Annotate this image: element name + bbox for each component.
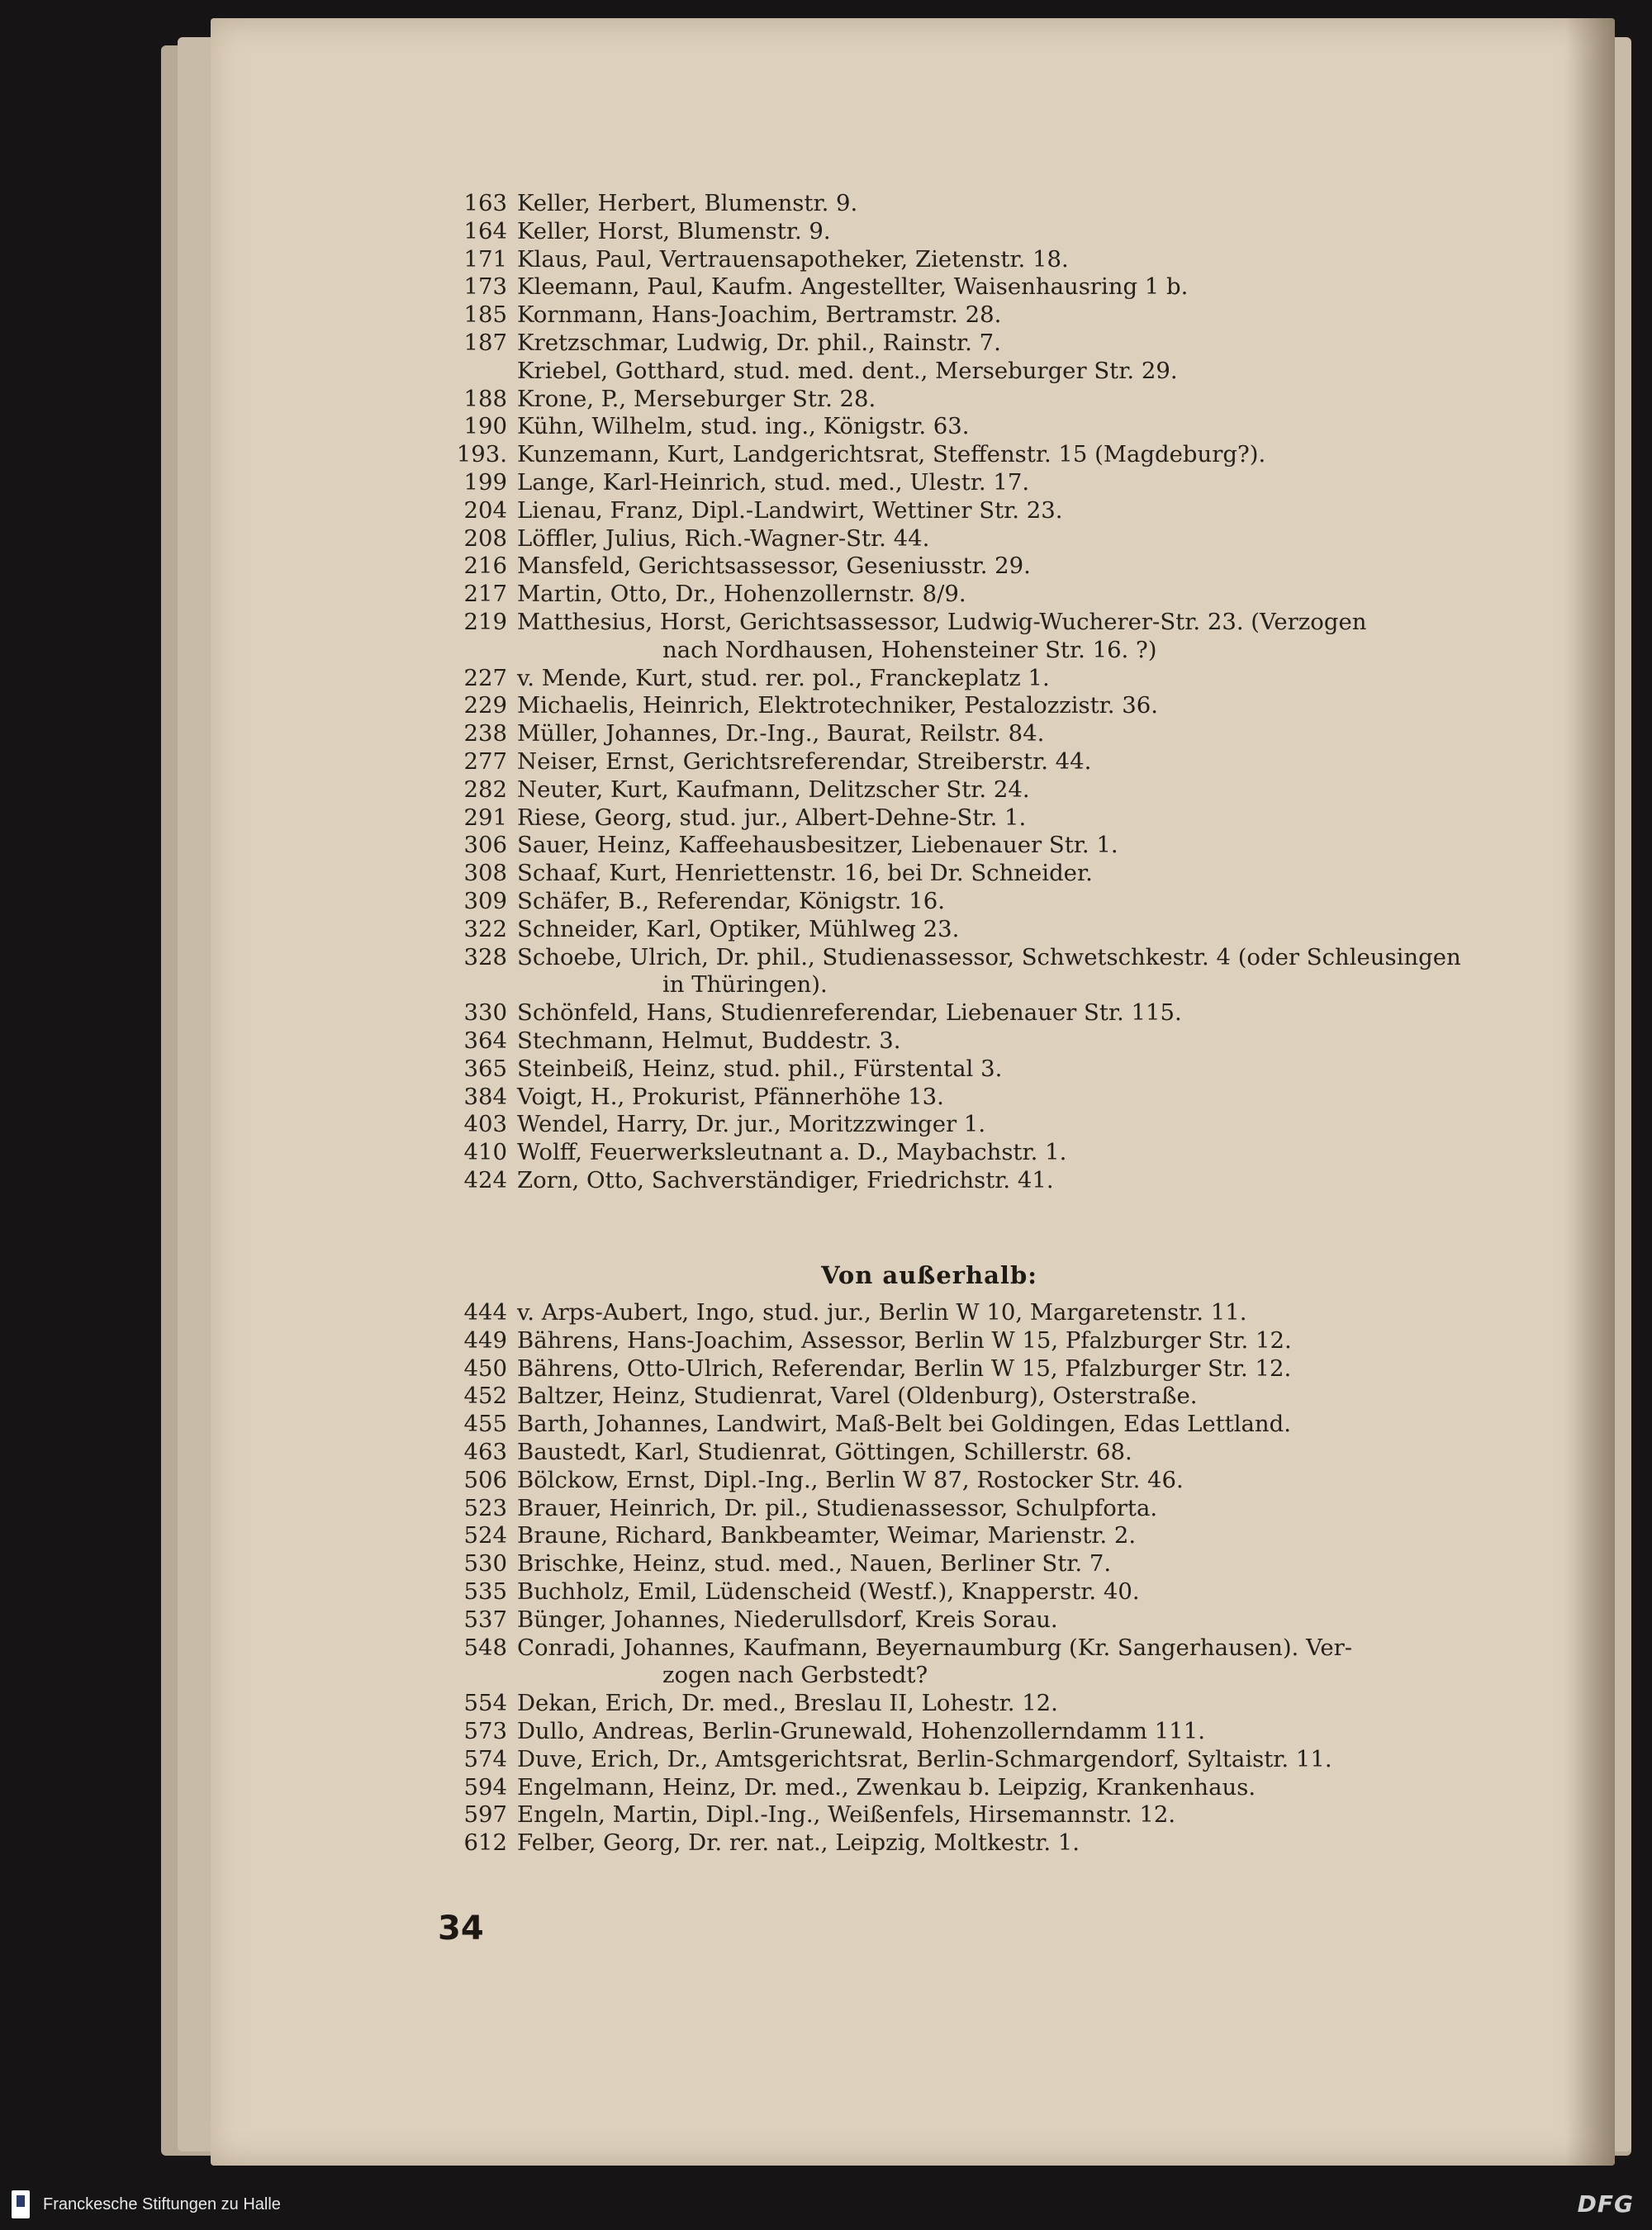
entry-text: Engelmann, Heinz, Dr. med., Zwenkau b. Leipzig, Krankenhaus. bbox=[517, 1773, 1256, 1801]
entry-text: Baustedt, Karl, Studienrat, Göttingen, Schillerstr. 68. bbox=[517, 1438, 1132, 1465]
entry-number: 424 bbox=[463, 1166, 507, 1193]
entry-text: Conradi, Johannes, Kaufmann, Beyernaumburg (Kr. Sangerhausen). Ver- bbox=[517, 1634, 1353, 1661]
entry-number: 208 bbox=[463, 524, 507, 552]
list-item bbox=[446, 1027, 1520, 1056]
entry-text: Kornmann, Hans-Joachim, Bertramstr. 28. bbox=[517, 301, 1002, 329]
entry-text: Schaaf, Kurt, Henriettenstr. 16, bei Dr. Schneider. bbox=[517, 860, 1093, 887]
entry-number: 328 bbox=[463, 943, 507, 970]
entry-number: 216 bbox=[463, 553, 507, 580]
list-item bbox=[446, 1139, 1520, 1167]
list-item bbox=[446, 1299, 1520, 1327]
list-item bbox=[446, 330, 1520, 358]
entry-text: Sauer, Heinz, Kaffeehausbesitzer, Liebenauer Str. 1. bbox=[517, 832, 1118, 859]
entry-number: 330 bbox=[463, 999, 507, 1027]
entry-number: 524 bbox=[463, 1522, 507, 1549]
entry-number: 597 bbox=[463, 1801, 507, 1829]
entry-text: Kleemann, Paul, Kaufm. Angestellter, Waisenhausring 1 b. bbox=[517, 273, 1189, 301]
entry-number: 173 bbox=[463, 273, 507, 301]
list-item bbox=[446, 190, 1520, 218]
outside-members-list bbox=[446, 1299, 1520, 1858]
entry-text: v. Arps-Aubert, Ingo, stud. jur., Berlin W 10, Margaretenstr. 11. bbox=[517, 1299, 1247, 1326]
entry-text: Schäfer, B., Referendar, Königstr. 16. bbox=[517, 887, 945, 914]
list-item bbox=[446, 999, 1520, 1027]
entry-text: Braune, Richard, Bankbeamter, Weimar, Marienstr. 2. bbox=[517, 1522, 1137, 1549]
list-item bbox=[446, 1718, 1520, 1746]
entry-text: Brischke, Heinz, stud. med., Nauen, Berliner Str. 7. bbox=[517, 1550, 1112, 1578]
list-item bbox=[446, 1578, 1520, 1606]
entry-number: 403 bbox=[463, 1111, 507, 1138]
list-item bbox=[446, 1411, 1520, 1439]
entry-text: Duve, Erich, Dr., Amtsgerichtsrat, Berlin-Schmargendorf, Syltaistr. 11. bbox=[517, 1745, 1332, 1772]
entry-number: 450 bbox=[463, 1355, 507, 1382]
entry-text: Martin, Otto, Dr., Hohenzollernstr. 8/9. bbox=[517, 581, 966, 608]
entry-number: 548 bbox=[463, 1634, 507, 1661]
entry-number: 291 bbox=[463, 804, 507, 831]
list-item bbox=[446, 525, 1520, 553]
entry-number: 193. bbox=[456, 441, 507, 468]
entry-text: Steinbeiß, Heinz, stud. phil., Fürstental 3. bbox=[517, 1055, 1003, 1082]
entry-text: Wolff, Feuerwerksleutnant a. D., Maybachstr. 1. bbox=[517, 1139, 1067, 1166]
section-heading-text: Von außerhalb: bbox=[821, 1261, 1037, 1289]
list-item bbox=[446, 1084, 1520, 1112]
entry-number: 199 bbox=[463, 468, 507, 496]
entry-number: 449 bbox=[463, 1326, 507, 1354]
list-item bbox=[446, 1522, 1520, 1550]
entry-number: 523 bbox=[463, 1494, 507, 1521]
entry-text: Neuter, Kurt, Kaufmann, Delitzscher Str. 24. bbox=[517, 776, 1030, 803]
entry-number: 164 bbox=[463, 217, 507, 244]
entry-number: 238 bbox=[463, 720, 507, 747]
entry-number: 308 bbox=[463, 860, 507, 887]
entry-text: Stechmann, Helmut, Buddestr. 3. bbox=[517, 1027, 901, 1054]
list-item bbox=[446, 218, 1520, 246]
entry-number: 187 bbox=[463, 329, 507, 356]
list-item bbox=[446, 1690, 1520, 1718]
entry-number: 530 bbox=[463, 1550, 507, 1578]
entry-text: Dekan, Erich, Dr. med., Breslau II, Lohestr. 12. bbox=[517, 1690, 1058, 1717]
entry-text: Matthesius, Horst, Gerichtsassessor, Ludwig-Wucherer-Str. 23. (Verzogen bbox=[517, 608, 1367, 635]
entry-text: Schönfeld, Hans, Studienreferendar, Liebenauer Str. 115. bbox=[517, 999, 1182, 1027]
list-item bbox=[446, 1056, 1520, 1084]
entry-text: Felber, Georg, Dr. rer. nat., Leipzig, Moltkestr. 1. bbox=[517, 1829, 1080, 1857]
entry-text: Kühn, Wilhelm, stud. ing., Königstr. 63. bbox=[517, 413, 970, 440]
list-item bbox=[446, 1635, 1520, 1663]
entry-continuation: zogen nach Gerbstedt? bbox=[662, 1662, 928, 1689]
entry-text: Schneider, Karl, Optiker, Mühlweg 23. bbox=[517, 915, 960, 942]
list-item bbox=[446, 916, 1520, 944]
entry-text: Kretzschmar, Ludwig, Dr. phil., Rainstr. 7. bbox=[517, 329, 1001, 356]
entry-number: 535 bbox=[463, 1578, 507, 1605]
list-item bbox=[446, 469, 1520, 497]
entry-text: Krone, P., Merseburger Str. 28. bbox=[517, 385, 876, 412]
entry-text: Zorn, Otto, Sachverständiger, Friedrichstr. 41. bbox=[517, 1166, 1054, 1193]
entry-text: Bölckow, Ernst, Dipl.-Ing., Berlin W 87, Rostocker Str. 46. bbox=[517, 1466, 1184, 1493]
list-item bbox=[446, 1746, 1520, 1774]
list-item bbox=[446, 888, 1520, 916]
entry-number: 365 bbox=[463, 1055, 507, 1082]
list-item bbox=[446, 1606, 1520, 1635]
entry-number: 537 bbox=[463, 1606, 507, 1633]
entry-number: 163 bbox=[463, 190, 507, 216]
entry-text: Bährens, Otto-Ulrich, Referendar, Berlin W 15, Pfalzburger Str. 12. bbox=[517, 1355, 1292, 1382]
list-item bbox=[446, 1467, 1520, 1495]
list-item bbox=[446, 553, 1520, 581]
list-item bbox=[446, 581, 1520, 609]
entry-number: 384 bbox=[463, 1083, 507, 1110]
entry-text: Kriebel, Gotthard, stud. med. dent., Merseburger Str. 29. bbox=[517, 357, 1178, 384]
institution-name: Franckesche Stiftungen zu Halle bbox=[43, 2195, 281, 2213]
list-item bbox=[446, 1774, 1520, 1802]
local-members-list bbox=[446, 190, 1520, 1195]
entry-number: 306 bbox=[463, 832, 507, 859]
section-heading-outside bbox=[0, 1261, 1652, 1289]
entry-text: Lienau, Franz, Dipl.-Landwirt, Wettiner Str. 23. bbox=[517, 496, 1063, 524]
dfg-logo: DFG bbox=[1577, 2190, 1634, 2218]
list-item bbox=[446, 860, 1520, 888]
entry-text: Michaelis, Heinrich, Elektrotechniker, Pestalozzistr. 36. bbox=[517, 692, 1159, 719]
entry-text: Schoebe, Ulrich, Dr. phil., Studienassessor, Schwetschkestr. 4 (oder Schleusingen bbox=[517, 943, 1461, 970]
entry-text: Keller, Herbert, Blumenstr. 9. bbox=[517, 190, 858, 216]
page-gutter-shadow bbox=[1565, 18, 1615, 2166]
list-item bbox=[446, 1327, 1520, 1355]
entry-text: Bährens, Hans-Joachim, Assessor, Berlin W 15, Pfalzburger Str. 12. bbox=[517, 1326, 1292, 1354]
list-item bbox=[446, 720, 1520, 748]
entry-text: Buchholz, Emil, Lüdenscheid (Westf.), Knapperstr. 40. bbox=[517, 1578, 1140, 1605]
list-item bbox=[446, 1355, 1520, 1383]
entry-text: Klaus, Paul, Vertrauensapotheker, Zietenstr. 18. bbox=[517, 245, 1069, 273]
entry-continuation: nach Nordhausen, Hohensteiner Str. 16. ?) bbox=[662, 636, 1157, 663]
list-item bbox=[446, 609, 1520, 637]
list-item bbox=[446, 1439, 1520, 1467]
entry-text: Riese, Georg, stud. jur., Albert-Dehne-Str. 1. bbox=[517, 804, 1027, 831]
list-item bbox=[446, 776, 1520, 804]
entry-number: 444 bbox=[463, 1299, 507, 1326]
entry-text: Mansfeld, Gerichtsassessor, Geseniusstr. 29. bbox=[517, 553, 1031, 580]
list-item bbox=[446, 301, 1520, 330]
entry-number: 574 bbox=[463, 1745, 507, 1772]
list-item bbox=[446, 413, 1520, 441]
entry-text: Keller, Horst, Blumenstr. 9. bbox=[517, 217, 831, 244]
entry-text: Brauer, Heinrich, Dr. pil., Studienassessor, Schulpforta. bbox=[517, 1494, 1158, 1521]
entry-text: Wendel, Harry, Dr. jur., Moritzzwinger 1. bbox=[517, 1111, 986, 1138]
list-item bbox=[446, 246, 1520, 274]
entry-number: 573 bbox=[463, 1717, 507, 1744]
entry-number: 594 bbox=[463, 1773, 507, 1801]
page-number: 34 bbox=[438, 1910, 484, 1948]
list-item bbox=[446, 386, 1520, 414]
entry-number: 612 bbox=[463, 1829, 507, 1857]
entry-text: Löffler, Julius, Rich.-Wagner-Str. 44. bbox=[517, 524, 930, 552]
entry-number: 185 bbox=[463, 301, 507, 329]
list-item bbox=[446, 1829, 1520, 1858]
list-item bbox=[446, 1167, 1520, 1195]
list-item bbox=[446, 1111, 1520, 1139]
entry-text: Neiser, Ernst, Gerichtsreferendar, Streiberstr. 44. bbox=[517, 747, 1092, 775]
entry-number: 410 bbox=[463, 1139, 507, 1166]
institution-logo-icon bbox=[12, 2190, 30, 2218]
entry-text: Voigt, H., Prokurist, Pfännerhöhe 13. bbox=[517, 1083, 944, 1110]
entry-number: 227 bbox=[463, 664, 507, 691]
list-item bbox=[446, 1495, 1520, 1523]
entry-text: Dullo, Andreas, Berlin-Grunewald, Hohenzollerndamm 111. bbox=[517, 1717, 1205, 1744]
viewer-footer-bar bbox=[0, 2180, 1652, 2230]
entry-text: Lange, Karl-Heinrich, stud. med., Ulestr. 17. bbox=[517, 468, 1030, 496]
entry-number: 506 bbox=[463, 1466, 507, 1493]
list-item bbox=[446, 1383, 1520, 1411]
list-item bbox=[446, 944, 1520, 972]
entry-continuation: in Thüringen). bbox=[662, 971, 828, 999]
list-item bbox=[446, 358, 1520, 386]
entry-number: 277 bbox=[463, 747, 507, 775]
entry-number: 452 bbox=[463, 1383, 507, 1410]
entry-text: Kunzemann, Kurt, Landgerichtsrat, Steffenstr. 15 (Magdeburg?). bbox=[517, 441, 1266, 468]
entry-number: 190 bbox=[463, 413, 507, 440]
entry-number: 455 bbox=[463, 1411, 507, 1438]
entry-number: 282 bbox=[463, 776, 507, 803]
entry-number: 217 bbox=[463, 581, 507, 608]
list-item bbox=[446, 1801, 1520, 1829]
list-item bbox=[446, 497, 1520, 525]
entry-text: Barth, Johannes, Landwirt, Maß-Belt bei Goldingen, Edas Lettland. bbox=[517, 1411, 1291, 1438]
list-item bbox=[446, 832, 1520, 860]
entry-text: Müller, Johannes, Dr.-Ing., Baurat, Reilstr. 84. bbox=[517, 720, 1045, 747]
list-item bbox=[446, 273, 1520, 301]
list-item bbox=[446, 804, 1520, 833]
entry-number: 188 bbox=[463, 385, 507, 412]
list-item bbox=[446, 441, 1520, 469]
list-item bbox=[446, 1550, 1520, 1578]
list-item bbox=[446, 748, 1520, 776]
entry-text: v. Mende, Kurt, stud. rer. pol., Franckeplatz 1. bbox=[517, 664, 1050, 691]
entry-number: 554 bbox=[463, 1690, 507, 1717]
entry-number: 229 bbox=[463, 692, 507, 719]
list-item bbox=[446, 665, 1520, 693]
entry-number: 322 bbox=[463, 915, 507, 942]
entry-number: 171 bbox=[463, 245, 507, 273]
entry-number: 309 bbox=[463, 887, 507, 914]
entry-number: 204 bbox=[463, 496, 507, 524]
entry-text: Engeln, Martin, Dipl.-Ing., Weißenfels, Hirsemannstr. 12. bbox=[517, 1801, 1176, 1829]
entry-text: Bünger, Johannes, Niederullsdorf, Kreis Sorau. bbox=[517, 1606, 1058, 1633]
entry-text: Baltzer, Heinz, Studienrat, Varel (Oldenburg), Osterstraße. bbox=[517, 1383, 1198, 1410]
list-item bbox=[446, 692, 1520, 720]
entry-number: 463 bbox=[463, 1438, 507, 1465]
entry-number: 219 bbox=[463, 608, 507, 635]
entry-number: 364 bbox=[463, 1027, 507, 1054]
